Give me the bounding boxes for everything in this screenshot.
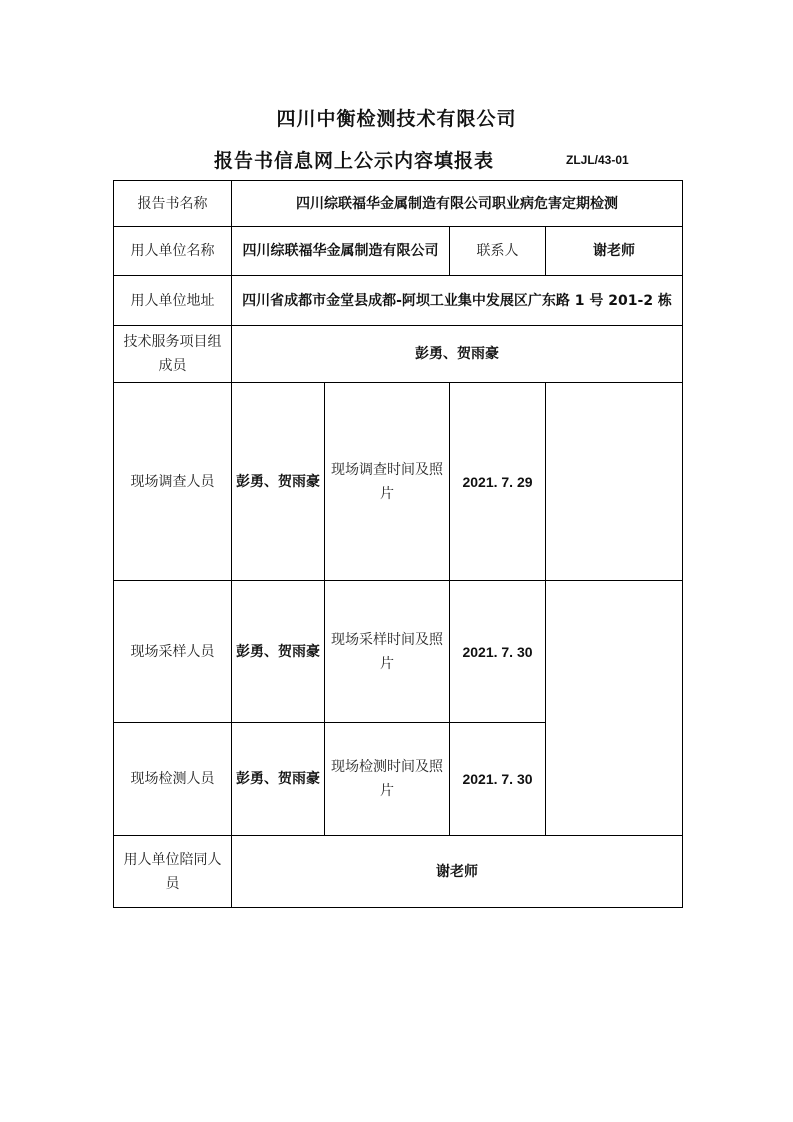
report-info-table [113, 180, 683, 908]
employer-name-value: 四川综联福华金属制造有限公司 [232, 227, 450, 276]
sampling-date: 2021. 7. 30 [450, 581, 546, 723]
report-name-value: 四川综联福华金属制造有限公司职业病危害定期检测 [232, 181, 683, 227]
survey-photo-cell [546, 383, 683, 581]
testing-time-label: 现场检测时间及照片 [325, 723, 450, 836]
survey-persons: 彭勇、贺雨豪 [232, 383, 325, 581]
employer-address-label: 用人单位地址 [114, 276, 232, 326]
form-code: ZLJL/43-01 [566, 153, 629, 167]
company-name: 四川中衡检测技术有限公司 [276, 108, 517, 130]
team-value: 彭勇、贺雨豪 [232, 326, 683, 383]
contact-label: 联系人 [450, 227, 546, 276]
row-employer-name [114, 227, 683, 276]
survey-label: 现场调查人员 [114, 383, 232, 581]
employer-address-value: 四川省成都市金堂县成都-阿坝工业集中发展区广东路 1 号 201-2 栋 [232, 276, 683, 326]
team-label: 技术服务项目组成员 [114, 326, 232, 383]
accompany-value: 谢老师 [232, 836, 683, 908]
testing-label: 现场检测人员 [114, 723, 232, 836]
form-title: 报告书信息网上公示内容填报表 [214, 150, 495, 172]
survey-time-label: 现场调查时间及照片 [325, 383, 450, 581]
accompany-label: 用人单位陪同人员 [114, 836, 232, 908]
testing-persons: 彭勇、贺雨豪 [232, 723, 325, 836]
row-employer-address [114, 276, 683, 326]
row-sampling [114, 581, 683, 723]
employer-name-label: 用人单位名称 [114, 227, 232, 276]
row-survey [114, 383, 683, 581]
sampling-label: 现场采样人员 [114, 581, 232, 723]
testing-date: 2021. 7. 30 [450, 723, 546, 836]
report-name-label: 报告书名称 [114, 181, 232, 227]
sampling-persons: 彭勇、贺雨豪 [232, 581, 325, 723]
row-team [114, 326, 683, 383]
sampling-testing-photo-cell [546, 581, 683, 836]
survey-date: 2021. 7. 29 [450, 383, 546, 581]
row-report-name [114, 181, 683, 227]
row-accompany [114, 836, 683, 908]
sampling-time-label: 现场采样时间及照片 [325, 581, 450, 723]
contact-value: 谢老师 [546, 227, 683, 276]
